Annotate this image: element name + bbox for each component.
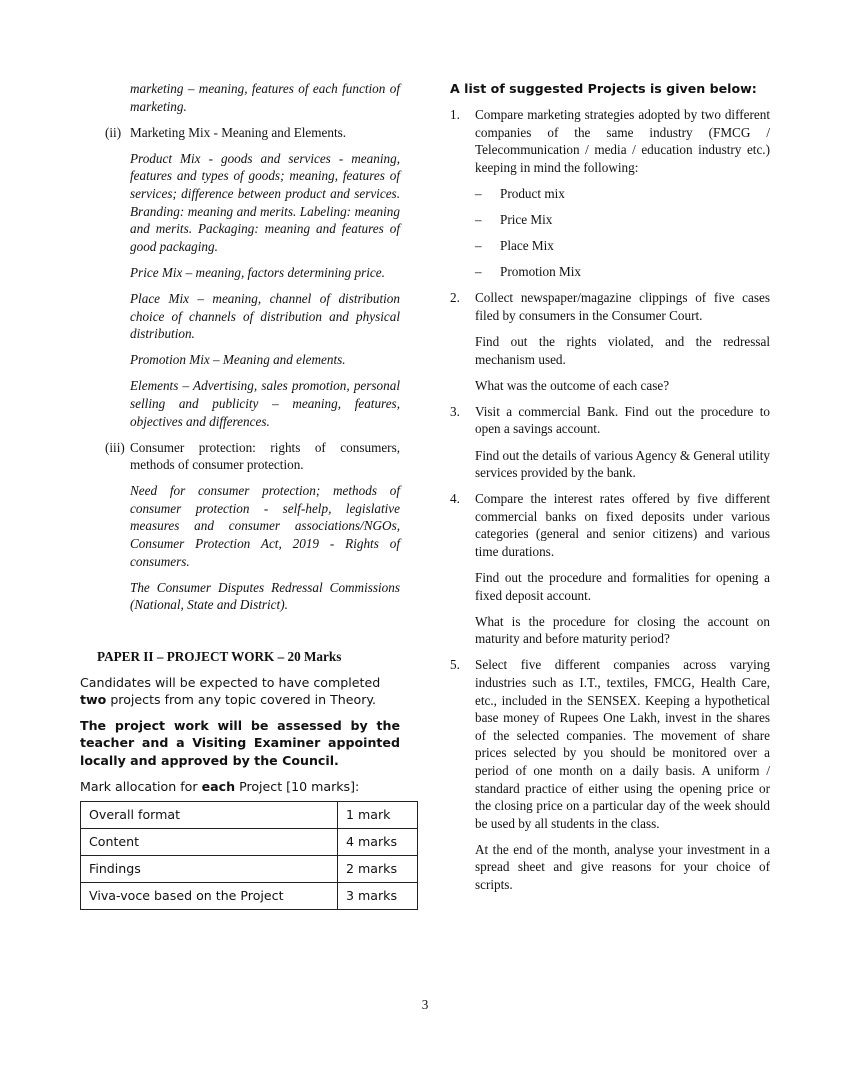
paper-heading: PAPER II – PROJECT WORK – 20 Marks [97,648,342,664]
candidates-post: projects from any topic covered in Theory. [106,692,377,708]
project-subtext: What is the procedure for closing the account on maturity and before maturity period? [475,613,770,647]
table-cell-item: Viva-voce based on the Project [81,883,338,910]
section-number: (iii) [105,439,125,455]
left-column [80,80,400,910]
section-iii [80,439,400,474]
table-cell-marks: 4 marks [338,829,418,856]
price-mix-text: Price Mix – meaning, factors determining price. [130,264,385,280]
table-cell-item: Content [81,829,338,856]
project-subtext: Find out the rights violated, and the redressal mechanism used. [475,334,770,367]
list-item [475,237,770,255]
list-item [475,185,770,203]
mark-allocation-text [80,778,400,796]
project-subtext: Find out the details of various Agency & General utility services provided by the bank. [475,447,770,481]
list-item-text: Place Mix [500,238,554,254]
dash-marker: – [475,212,482,228]
project-number: 3. [450,403,460,419]
dash-marker: – [475,185,482,201]
table-cell-marks: 2 marks [338,856,418,883]
project-1 [450,106,770,281]
candidates-text [80,674,400,709]
project-text: Select five different companies across varying industries such as I.T., textiles, FMCG, Health Care, etc., included in the SENSEX. Keeping a hypothetical base money of Rupees One Lakh, invest in the shares of the selected companies. The movement of share prices selected by you should be monitored over a period of one month on a daily basis. A uniform / standard practice of either using the opening price or the closing price on a particular day of the week should be used by all students in the class. [475,657,770,831]
marketing-function-text: marketing – meaning, features of each function of marketing. [130,81,400,114]
project-4 [450,490,770,648]
project-subtext: What was the outcome of each case? [475,377,670,393]
table-cell-item: Overall format [81,802,338,829]
project-3 [450,403,770,482]
list-item-text: Product mix [500,185,565,201]
project-text: Compare the interest rates offered by five different commercial banks on fixed deposits under various categories (general and senior citizens) and various time durations. [475,491,770,559]
section-title: Marketing Mix - Meaning and Elements. [130,124,347,140]
list-item [475,263,770,281]
product-mix-text: Product Mix - goods and services - meaning, features and types of goods; meaning, features of services; difference between product and services. Branding: meaning and merits. Labeling: meaning and merits. Packaging: meaning and features of good packaging. [130,150,400,254]
mark-pre: Mark allocation for [80,778,202,794]
project-2 [450,289,770,394]
elements-text: Elements – Advertising, sales promotion, personal selling and publicity – meaning, features, objectives and differences. [130,378,400,429]
section-title: Consumer protection: rights of consumers, methods of consumer protection. [130,439,400,473]
right-column [450,80,770,894]
table-cell-marks: 1 mark [338,802,418,829]
redressal-commissions-text: The Consumer Disputes Redressal Commissions (National, State and District). [130,579,400,613]
project-subtext: Find out the procedure and formalities for opening a fixed deposit account. [475,570,770,603]
table-row [81,802,418,829]
place-mix-text: Place Mix – meaning, channel of distribution choice of channels of distribution and physical distribution. [130,290,400,342]
assessment-text: The project work will be assessed by the teacher and a Visiting Examiner appointed locally and approved by the Council. [80,717,400,768]
table-row [81,856,418,883]
table-cell-marks: 3 marks [338,883,418,910]
list-item-text: Price Mix [500,212,553,228]
mark-post: Project [10 marks]: [235,778,360,794]
projects-heading: A list of suggested Projects is given below: [450,81,757,96]
project-text: Collect newspaper/magazine clippings of five cases filed by consumers in the Consumer Court. [475,290,770,323]
project-5 [450,656,770,893]
section-ii [80,124,400,142]
project-text: Visit a commercial Bank. Find out the procedure to open a savings account. [475,403,770,437]
project-number: 4. [450,491,460,507]
mark-bold: each [201,778,236,794]
candidates-bold: two [80,692,107,708]
table-row [81,883,418,910]
consumer-protection-text: Need for consumer protection; methods of consumer protection - self-help, legislative measures and consumer associations/NGOs, Consumer Protection Act, 2019 - Rights of consumers. [130,483,400,569]
dash-marker: – [475,238,482,254]
project-number: 2. [450,290,460,306]
mark-allocation-table [80,801,418,910]
list-item-text: Promotion Mix [500,264,581,280]
project-number: 5. [450,657,460,673]
project-number: 1. [450,107,460,123]
section-number: (ii) [105,124,122,140]
table-row [81,829,418,856]
candidates-pre: Candidates will be expected to have completed [80,674,381,690]
project-text: Compare marketing strategies adopted by two different companies of the same industry (FMCG / Telecommunication / media / education industry etc.) keeping in mind the following: [475,107,770,175]
dash-marker: – [475,264,482,280]
promotion-mix-text: Promotion Mix – Meaning and elements. [130,352,346,368]
project-subtext: At the end of the month, analyse your investment in a spread sheet and give reasons for your choice of scripts. [475,841,770,893]
table-cell-item: Findings [81,856,338,883]
page-number: 3 [421,997,429,1012]
list-item [475,211,770,229]
